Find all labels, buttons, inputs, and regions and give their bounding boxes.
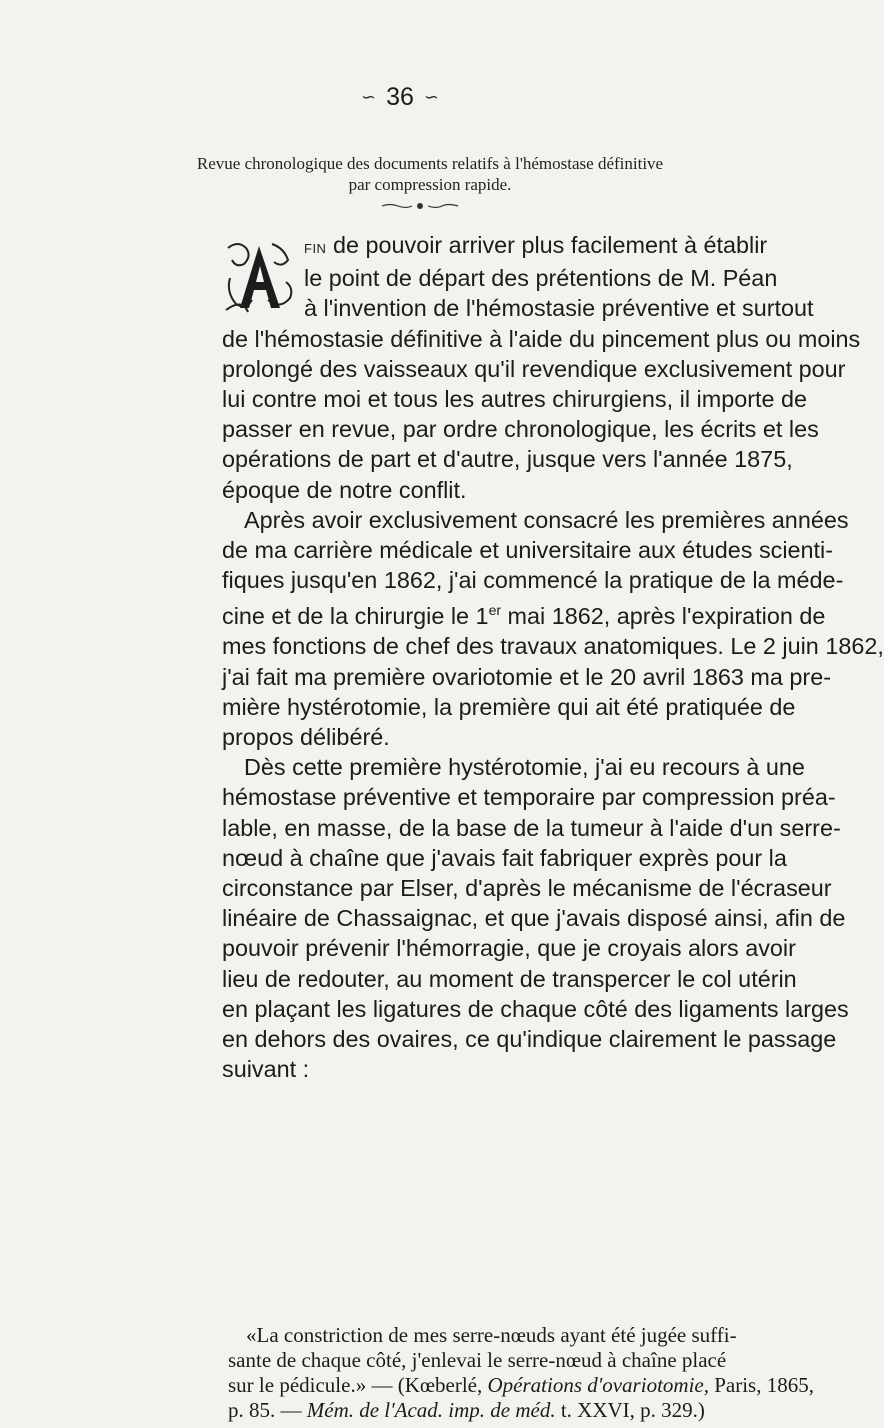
citation-journal: Mém. de l'Acad. imp. de méd. <box>306 1398 556 1422</box>
ornamental-divider-icon <box>380 200 460 212</box>
page-header <box>0 82 800 113</box>
first-word: fin <box>304 237 327 258</box>
section-subtitle <box>110 153 750 195</box>
block-quote: «La constriction de mes serre-nœuds ayant été jugée suffi- sante de chaque côté, j'enlevai le serre-nœud à chaîne placé sur le pédicule.» — (Kœberlé, Opérations d'ovariotomie, Paris, 1865, p. 85. — Mém. de l'Acad. imp. de méd. t. XXVI, p. 329.) <box>228 1323 814 1422</box>
page-number: 36 <box>386 83 414 111</box>
third-paragraph: Dès cette première hystérotomie, j'ai eu recours à une hémostase préventive et temporaire par compression préa- lable, en masse, de la base de la tumeur à l'aide d'un serre- nœud à chaîne que j'avais fait fabriquer exprès pour la circonstance par Elser, d'après le mécanisme de l'écraseur linéaire de Chassaignac, et que j'avais disposé ainsi, afin de pouvoir prévenir l'hémorragie, que je croyais alors avoir lieu de redouter, au moment de transpercer le col utérin en plaçant les ligatures de chaque côté des ligaments larges en dehors des ovaires, ce qu'indique clairement le passage suivant : <box>222 754 849 1083</box>
subtitle-line-1: Revue chronologique des documents relatifs à l'hémostase définitive <box>196 154 664 173</box>
first-paragraph: fin de pouvoir arriver plus facilement à établir le point de départ des prétentions de M. Péan à l'invention de l'hémostasie préventive et surtout de l'hémostasie définitive à l'aide du pincement plus ou moins prolongé des vaisseaux qu'il revendique exclusivement pour lui contre moi et tous les autres chirurgiens, il importe de passer en revue, par ordre chronologique, les écrits et les opérations de part et d'autre, jusque vers l'année 1875, époque de notre conflit. <box>222 232 861 503</box>
right-ornament-icon: ∽ <box>423 87 439 109</box>
left-ornament-icon: ∽ <box>361 87 377 109</box>
second-paragraph: Après avoir exclusivement consacré les premières années de ma carrière médicale et universitaire aux études scienti- fiques jusqu'en 1862, j'ai commencé la pratique de la méde- cine et de la chirurgie le 1er mai 1862, après l'expiration de mes fonctions de chef des travaux anatomiques. Le 2 juin 1862, j'ai fait ma première ovariotomie et le 20 avril 1863 ma pre- mière hystérotomie, la première qui ait été pratiquée de propos délibéré. <box>222 506 884 751</box>
citation-title: Opérations d'ovariotomie, <box>487 1373 709 1397</box>
subtitle-line-2: par compression rapide. <box>348 175 512 194</box>
body-text <box>222 230 884 1084</box>
